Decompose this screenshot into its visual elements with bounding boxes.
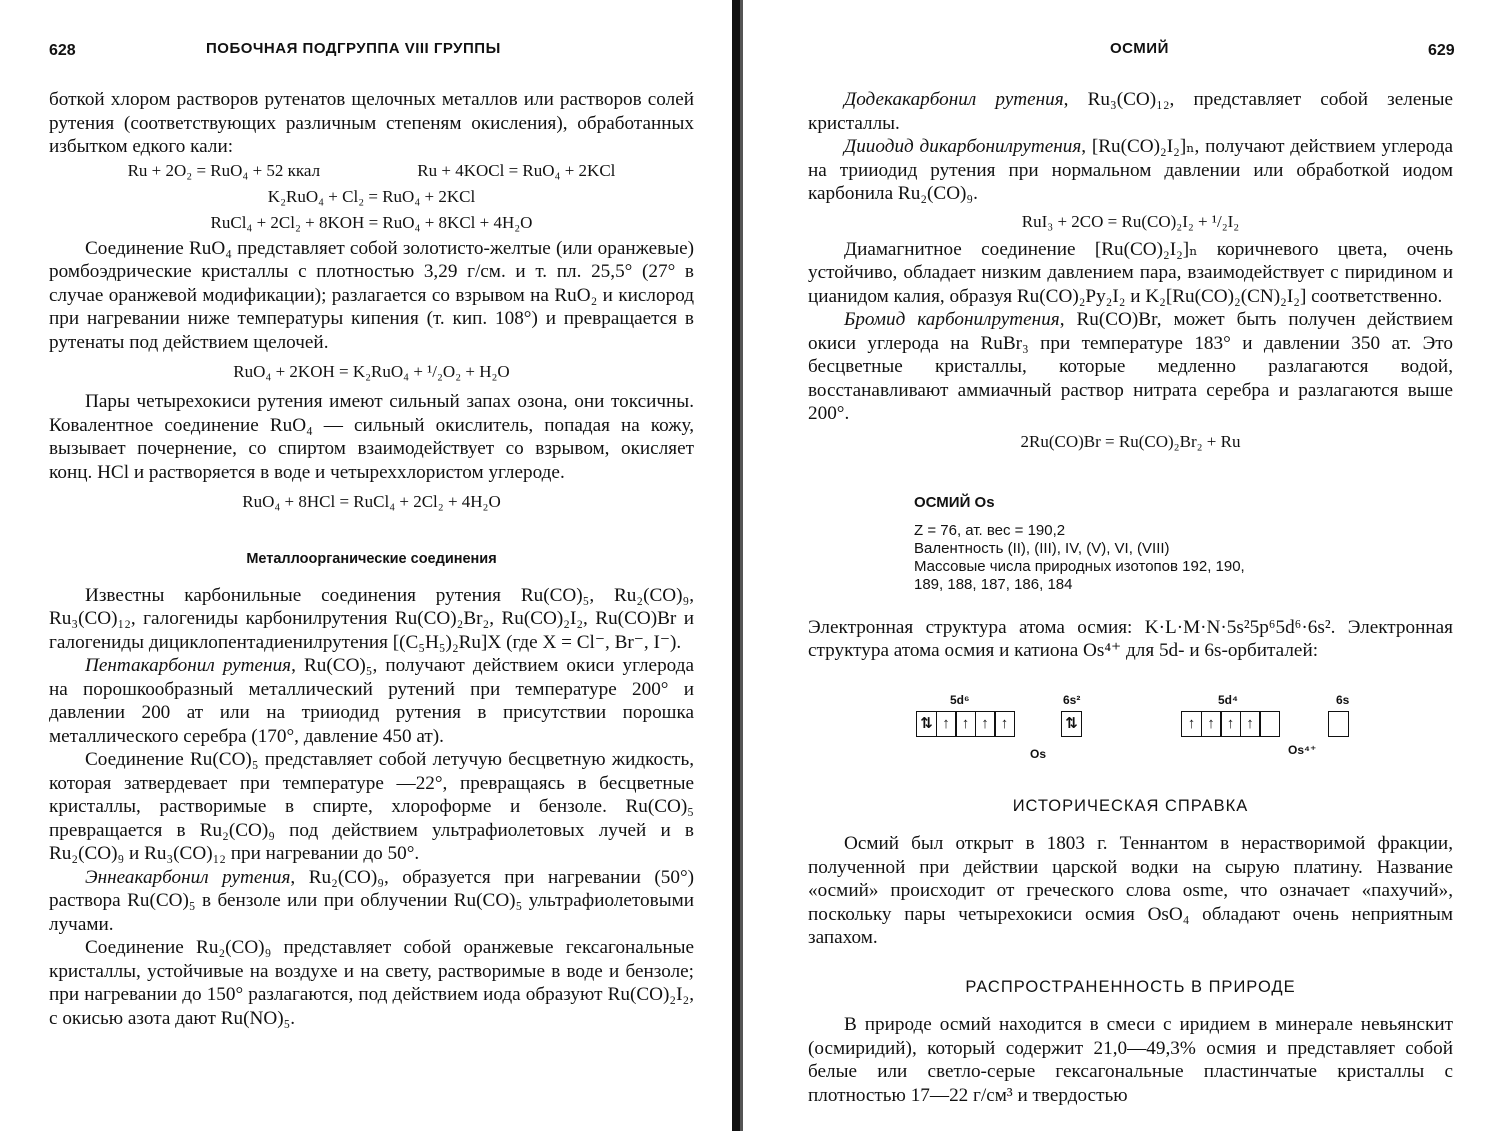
- orbital-cell: ↑: [1240, 711, 1261, 737]
- paragraph-history: Осмий был открыт в 1803 г. Теннантом в нерастворимой фракции, полученной при действии царской водки на сырую платину. Название «осмий» происходит от греческого слова osme, что означает «пахучий», поскольку пары четырехокиси осмия OsO₄ обладают очень неприятным запахом.: [808, 833, 1453, 948]
- ion-6s-cells: [1328, 711, 1349, 737]
- compound-name: Додекакарбонил рутения: [844, 89, 1064, 110]
- equation: RuI₃ + 2CO = Ru(CO)₂I₂ + ¹/₂I₂: [1021, 211, 1240, 231]
- os-5d-cells: [916, 711, 1015, 737]
- paragraph-ruco5: Соединение Ru(CO)₅ представляет собой летучую бесцветную жидкость, которая затвердевает при температуре —22°, превращаясь в бесцветные кристаллы, растворимые в спирте, хлороформе и бензоле. Ru(CO)₅ превращается в Ru₂(CO)₉ под действием ультрафиолетовых лучей и в Ru₂(CO)₉ и Ru₃(CO)₁₂ при нагревании до 50°.: [49, 749, 694, 864]
- orbital-cell: [1259, 711, 1280, 737]
- orbital-cell: ⇅: [1061, 711, 1082, 737]
- paragraph-electron: Электронная структура атома осмия: K·L·M·N·5s²5p⁶5d⁶·6s². Электронная структура атома осмия и катиона Os⁴⁺ для 5d- и 6s-орбиталей:: [808, 616, 1453, 661]
- element-info-line: Z = 76, ат. вес = 190,2: [914, 521, 1066, 539]
- orbital-cell: [1328, 711, 1349, 737]
- right-page: [765, 0, 1508, 1131]
- compound-name: Эннеакарбонил рутения: [85, 866, 291, 888]
- orbital-cell: ↑: [955, 711, 976, 737]
- element-info-line: Массовые числа природных изотопов 192, 190,: [914, 557, 1245, 575]
- orbital-cell: ⇅: [916, 711, 937, 737]
- equation: RuO₄ + 8HCl = RuCl₄ + 2Cl₂ + 4H₂O: [242, 492, 501, 511]
- paragraph-intro: боткой хлором растворов рутенатов щелочных металлов или растворов солей рутения (соответствующих различным степеням окисления), обработанных избытком едкого кали:: [49, 89, 694, 157]
- page-number: 629: [1428, 42, 1455, 59]
- equation: RuCl₄ + 2Cl₂ + 8KOH = RuO₄ + 8KCl + 4H₂O: [210, 212, 533, 232]
- paragraph-penta: Пентакарбонил рутения, Ru(CO)₅, получают действием окиси углерода на порошкообразный металлический рутений при температуре 200° и давлении 200 ат или на трииодид рутения в присутствии порошка металлического серебра (170°, давление 450 ат).: [49, 655, 694, 747]
- orbital-cell: ↑: [1220, 711, 1241, 737]
- paragraph-ruo4: Соединение RuO₄ представляет собой золотисто-желтые (или оранжевые) ромбоэдрические кристаллы с плотностью 3,29 г/см. и т. пл. 25,5° (27° в случае оранжевой модификации); разлагается со взрывом на RuO₂ и кислород при нагревании ниже температуры кипения (т. кип. 108°) и превращается в рутенаты под действием щелочей.: [49, 237, 694, 353]
- paragraph-diamag: Диамагнитное соединение [Ru(CO)₂I₂]ₙ коричневого цвета, очень устойчиво, обладает низким давлением пара, взаимодействует с пиридином и цианидом калия, образуя Ru(CO)₂Py₂I₂ и K₂[Ru(CO)₂(CN)₂I₂] соответственно.: [808, 238, 1453, 307]
- left-page: [0, 0, 740, 1131]
- text-column: [49, 88, 694, 1030]
- paragraph-ennea: Эннеакарбонил рутения, Ru₂(CO)₉, образуется при нагревании (50°) раствора Ru(CO)₅ в бензоле или при облучении Ru(CO)₅ ультрафиолетовыми лучами.: [49, 866, 695, 935]
- paragraph-nature: В природе осмий находится в смеси с иридием в минерале невьянскит (осмиридий), который содержит 21,0—49,3% осмия и представляет собой белые или светло-серые гексагональные пластинчатые кристаллы с плотностью 17—22 г/см³ и твердостью: [808, 1014, 1453, 1106]
- running-head: ПОБОЧНАЯ ПОДГРУППА VIII ГРУППЫ: [206, 40, 501, 57]
- subheading: Металлоорганические соединения: [246, 551, 497, 567]
- orbital-cell: ↑: [1181, 711, 1202, 737]
- page-number: 628: [49, 42, 76, 59]
- os-5d-label: 5d⁶: [950, 692, 970, 707]
- paragraph-diiodo: Дииодид дикарбонилрутения, [Ru(CO)₂I₂]ₙ, получают действием углерода на трииодид рутения при нормальном давлении или обработкой иодом карбонила Ru₂(CO)₉.: [808, 136, 1453, 204]
- compound-name: Пентакарбонил рутения: [85, 655, 292, 676]
- paragraph-dodeca: Додекакарбонил рутения, Ru₃(CO)₁₂, представляет собой зеленые кристаллы.: [808, 89, 1454, 134]
- element-info-box: [914, 494, 1453, 594]
- ion-6s-label: 6s: [1336, 692, 1350, 707]
- orbital-cell: ↑: [975, 711, 996, 737]
- text-column: [808, 88, 1453, 1107]
- element-title: ОСМИЙ Os: [914, 493, 995, 511]
- os-6s-label: 6s²: [1063, 692, 1081, 707]
- paragraph-bromide: Бромид карбонилрутения, Ru(CO)Br, может быть получен действием окиси углерода на RuBr₃ при температуре 183° и давлении 350 ат. Это бесцветные кристаллы, которые медленно разлагаются водой, восстанавливают аммиачный раствор нитрата серебра и разлагаются выше 200°.: [808, 309, 1453, 424]
- os-6s-cells: [1061, 711, 1082, 737]
- book-spine-shadow: [740, 0, 743, 1131]
- equation: RuO₄ + 2KOH = K₂RuO₄ + ¹/₂O₂ + H₂O: [233, 362, 510, 381]
- orbital-diagram: [808, 681, 1453, 777]
- orbital-cell: ↑: [994, 711, 1015, 737]
- os-label: Os: [1030, 746, 1047, 761]
- element-info-line: Валентность (II), (III), IV, (V), VI, (VIII): [914, 539, 1170, 557]
- element-info-line: 189, 188, 187, 186, 184: [914, 575, 1073, 593]
- orbital-cell: ↑: [1201, 711, 1222, 737]
- paragraph-carbonyls: Известны карбонильные соединения рутения Ru(CO)₅, Ru₂(CO)₉, Ru₃(CO)₁₂, галогениды карбонилрутения Ru(CO)₂Br₂, Ru(CO)₂I₂, Ru(CO)Br и галогениды дициклопентадиенилрутения [(C₅H₅)₂Ru]X (где X = Cl⁻, Br⁻, I⁻).: [49, 584, 694, 653]
- section-heading-nature: РАСПРОСТРАНЕННОСТЬ В ПРИРОДЕ: [965, 977, 1296, 996]
- equation: Ru + 2O₂ = RuO₄ + 52 ккал: [127, 160, 321, 180]
- equation-row: [49, 159, 694, 183]
- orbital-cell: ↑: [936, 711, 957, 737]
- section-heading-history: ИСТОРИЧЕСКАЯ СПРАВКА: [1012, 796, 1249, 815]
- equation: Ru + 4KOCl = RuO₄ + 2KCl: [417, 160, 616, 180]
- paragraph-ru2co9: Соединение Ru₂(CO)₉ представляет собой оранжевые гексагональные кристаллы, устойчивые на воздухе и на свету, растворимые в воде и бензоле; при нагревании до 150° разлагаются, под действием иода образуют Ru(CO)₂I₂, с окисью азота дают Ru(NO)₅.: [49, 937, 694, 1029]
- compound-name: Бромид карбонилрутения: [844, 309, 1060, 330]
- compound-name: Дииодид дикарбонилрутения: [844, 136, 1082, 157]
- paragraph-vapors: Пары четырехокиси рутения имеют сильный запах озона, они токсичны. Ковалентное соединение RuO₄ — сильный окислитель, попадая на кожу, вызывает почернение, со спиртом взаимодействует со взрывом, окисляет конц. HCl и растворяется в воде и четыреххлористом углероде.: [49, 391, 694, 483]
- equation: 2Ru(CO)Br = Ru(CO)₂Br₂ + Ru: [1020, 431, 1241, 451]
- running-head: ОСМИЙ: [1110, 40, 1169, 57]
- ion-5d-label: 5d⁴: [1218, 692, 1238, 707]
- ion-5d-cells: [1181, 711, 1280, 737]
- ion-label: Os⁴⁺: [1288, 742, 1317, 757]
- equation: K₂RuO₄ + Cl₂ = RuO₄ + 2KCl: [267, 186, 476, 206]
